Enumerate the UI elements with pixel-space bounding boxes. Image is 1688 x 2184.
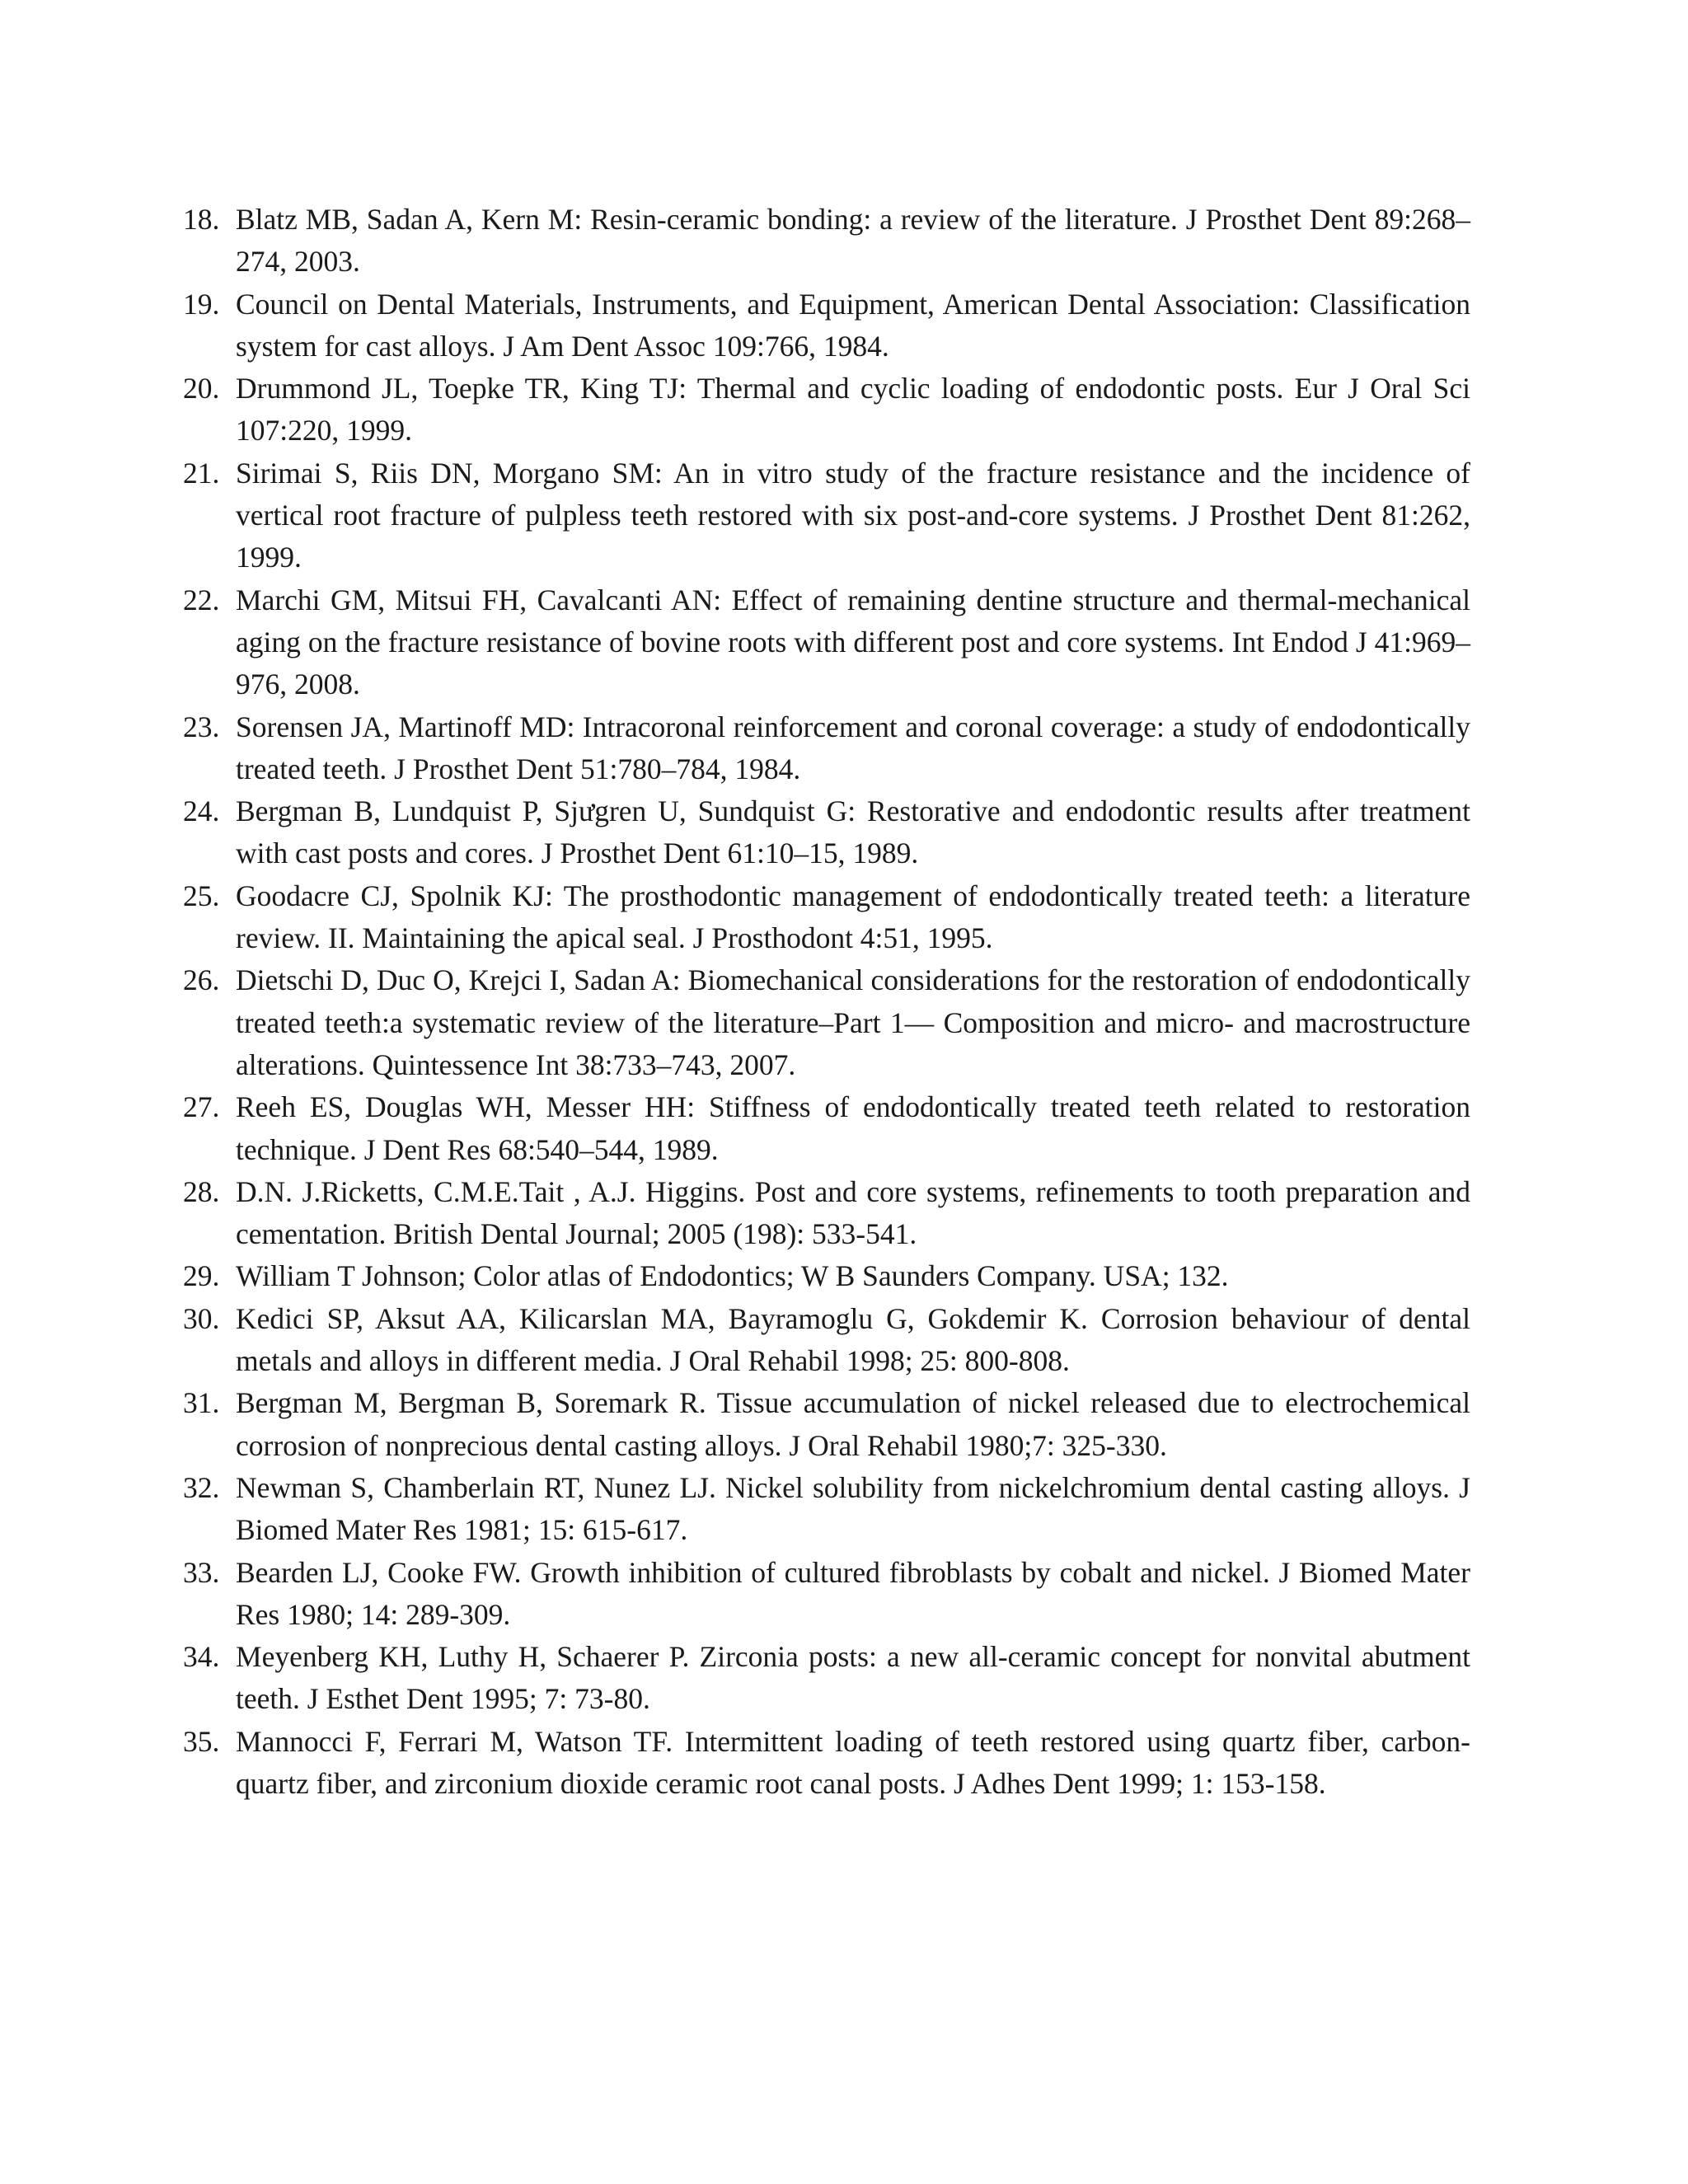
reference-text: Reeh ES, Douglas WH, Messer HH: Stiffness of endodontically treated teeth related to restoration technique. J Dent Res 68:540–544, 1989. bbox=[236, 1090, 1470, 1166]
reference-number: 32. bbox=[183, 1470, 220, 1504]
reference-item bbox=[183, 1467, 1470, 1552]
reference-number: 25. bbox=[183, 879, 220, 912]
reference-item bbox=[183, 452, 1470, 579]
reference-number: 20. bbox=[183, 372, 220, 405]
reference-text: Sorensen JA, Martinoff MD: Intracoronal reinforcement and coronal coverage: a study of endodontically treated teeth. J Prosthet Dent 51:780–784, 1984. bbox=[236, 710, 1470, 785]
reference-number: 30. bbox=[183, 1301, 220, 1335]
reference-item bbox=[183, 1171, 1470, 1256]
reference-number: 23. bbox=[183, 710, 220, 743]
reference-number: 22. bbox=[183, 583, 220, 616]
reference-text: Newman S, Chamberlain RT, Nunez LJ. Nickel solubility from nickelchromium dental casting alloys. J Biomed Mater Res 1981; 15: 615-617. bbox=[236, 1470, 1470, 1547]
reference-text: Goodacre CJ, Spolnik KJ: The prosthodontic management of endodontically treated teeth: a literature review. II. Maintaining the apical seal. J Prosthodont 4:51, 1995. bbox=[236, 879, 1470, 955]
reference-number: 24. bbox=[183, 794, 220, 828]
reference-list bbox=[183, 199, 1470, 1805]
reference-text: Mannocci F, Ferrari M, Watson TF. Intermittent loading of teeth restored using quartz fiber, carbon-quartz fiber, and zirconium dioxide ceramic root canal posts. J Adhes Dent 1999; 1: 153-158. bbox=[236, 1724, 1470, 1800]
reference-text: Bergman B, Lundquist P, Sjưgren U, Sundquist G: Restorative and endodontic results after treatment with cast posts and cores. J Prosthet Dent 61:10–15, 1989. bbox=[236, 794, 1470, 870]
reference-number: 33. bbox=[183, 1555, 220, 1589]
reference-item bbox=[183, 368, 1470, 452]
reference-item bbox=[183, 706, 1470, 791]
reference-item bbox=[183, 875, 1470, 960]
reference-text: Drummond JL, Toepke TR, King TJ: Thermal and cyclic loading of endodontic posts. Eur J Oral Sci 107:220, 1999. bbox=[236, 372, 1470, 448]
reference-number: 26. bbox=[183, 963, 220, 997]
reference-item bbox=[183, 1636, 1470, 1721]
reference-text: Dietschi D, Duc O, Krejci I, Sadan A: Biomechanical considerations for the restoration of endodontically treated teeth:a systematic review of the literature–Part 1— Composition and micro- and macrostructure alterations. Quintessence Int 38:733–743, 2007. bbox=[236, 963, 1470, 1081]
reference-text: Kedici SP, Aksut AA, Kilicarslan MA, Bayramoglu G, Gokdemir K. Corrosion behaviour of dental metals and alloys in different media. J Oral Rehabil 1998; 25: 800-808. bbox=[236, 1301, 1470, 1378]
reference-number: 34. bbox=[183, 1640, 220, 1674]
reference-text: Meyenberg KH, Luthy H, Schaerer P. Zirconia posts: a new all-ceramic concept for nonvital abutment teeth. J Esthet Dent 1995; 7: 73-80. bbox=[236, 1640, 1470, 1716]
reference-text: Sirimai S, Riis DN, Morgano SM: An in vitro study of the fracture resistance and the incidence of vertical root fracture of pulpless teeth restored with six post-and-core systems. J Prosthet Dent 81:262, 1999. bbox=[236, 456, 1470, 574]
reference-text: Bearden LJ, Cooke FW. Growth inhibition of cultured fibroblasts by cobalt and nickel. J Biomed Mater Res 1980; 14: 289-309. bbox=[236, 1555, 1470, 1631]
reference-text: William T Johnson; Color atlas of Endodontics; W B Saunders Company. USA; 132. bbox=[236, 1259, 1229, 1293]
reference-number: 29. bbox=[183, 1259, 220, 1293]
reference-text: D.N. J.Ricketts, C.M.E.Tait , A.J. Higgins. Post and core systems, refinements to tooth preparation and cementation. British Dental Journal; 2005 (198): 533-541. bbox=[236, 1174, 1470, 1251]
reference-number: 18. bbox=[183, 203, 220, 236]
reference-item bbox=[183, 1721, 1470, 1806]
reference-number: 19. bbox=[183, 287, 220, 321]
reference-text: Marchi GM, Mitsui FH, Cavalcanti AN: Effect of remaining dentine structure and thermal-mechanical aging on the fracture resistance of bovine roots with different post and core systems. Int Endod J 41:969–976, 2008. bbox=[236, 583, 1470, 701]
reference-text: Council on Dental Materials, Instruments, and Equipment, American Dental Association: Classification system for cast alloys. J Am Dent Assoc 109:766, 1984. bbox=[236, 287, 1470, 363]
reference-item bbox=[183, 1298, 1470, 1383]
reference-item bbox=[183, 199, 1470, 284]
reference-item bbox=[183, 1255, 1470, 1297]
reference-number: 35. bbox=[183, 1724, 220, 1758]
reference-item bbox=[183, 790, 1470, 875]
reference-item bbox=[183, 1552, 1470, 1637]
reference-number: 28. bbox=[183, 1174, 220, 1208]
reference-number: 27. bbox=[183, 1090, 220, 1124]
reference-item bbox=[183, 284, 1470, 368]
reference-number: 31. bbox=[183, 1386, 220, 1420]
reference-item bbox=[183, 959, 1470, 1086]
reference-item bbox=[183, 579, 1470, 706]
reference-number: 21. bbox=[183, 456, 220, 490]
reference-text: Bergman M, Bergman B, Soremark R. Tissue accumulation of nickel released due to electrochemical corrosion of nonprecious dental casting alloys. J Oral Rehabil 1980;7: 325-330. bbox=[236, 1386, 1470, 1462]
reference-item bbox=[183, 1086, 1470, 1171]
reference-text: Blatz MB, Sadan A, Kern M: Resin-ceramic bonding: a review of the literature. J Prosthet Dent 89:268–274, 2003. bbox=[236, 203, 1470, 279]
reference-item bbox=[183, 1382, 1470, 1467]
